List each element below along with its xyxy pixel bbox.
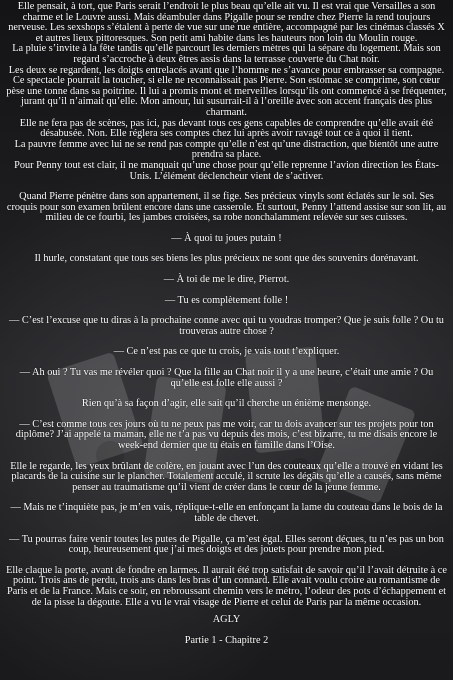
dialogue-line: — Tu pourras faire venir toutes les putes de Pigalle, ça m’est égal. Elles seront déçues, tu n’es pas un bon coup, heureusement que j’ai mes doigts et des jouets pour prendre mon pied. <box>9 533 444 556</box>
paragraph: Elle claque la porte, avant de fondre en larmes. Il aurait été trop satisfait de savoir qu’il l’avait détruite à ce point. Trois ans de perdu, trois ans dans les bras d’un connard. Elle avait voulu croire au romantisme de Paris et de la France. Mais ce soir, en rebroussant chemin vers le métro, l’odeur des pots d’échappement et de la pisse la dégoute. Elle a vu le vrai visage de Pierre et celui de Paris par la même occasion. <box>6 564 447 608</box>
dialogue-line: — Mais ne t’inquiète pas, je m’en vais, réplique-t-elle en enfonçant la lame du couteau dans le bois de la table de chevet. <box>10 502 443 524</box>
dialogue-line: — C’est comme tous ces jours où tu ne peux pas me voir, car tu dois avancer sur tes projets pour ton diplôme? J’ai appelé ta maman, elle ne t’a pas vu depuis des mois, c’est bizarre, tu me disais encore le week-end dernier que tu étais en famille dans l’Oise. <box>15 418 438 451</box>
paragraph: La pauvre femme avec lui ne se rend pas compte qu’elle n’est qu’une distraction, que bientôt une autre prendra sa place. <box>14 138 439 161</box>
dialogue-line: — Ce n’est pas ce que tu crois, je vais tout t’expliquer. <box>113 346 340 358</box>
dialogue-line: — C’est l’excuse que tu diras à la prochaine conne avec qui tu voudras tromper? Que je suis folle ? Ou tu trouveras autre chose ? <box>9 315 444 337</box>
dialogue-line: — À quoi tu joues putain ! <box>171 232 282 244</box>
dialogue-line: — Tu es complètement folle ! <box>164 294 289 306</box>
dialogue-line: — Ah oui ? Tu vas me révéler quoi ? Que la fille au Chat noir il y a une heure, c’était une amie ? Ou qu’elle est folle elle aussi ? <box>19 367 434 389</box>
paragraph: Rien qu’à sa façon d’agir, elle sait qu’il cherche un énième mensonge. <box>81 398 372 410</box>
dialogue-line: — À toi de me le dire, Pierrot. <box>163 274 290 286</box>
paragraph: Elle le regarde, les yeux brûlant de colère, en jouant avec l’un des couteaux qu’elle a trouvé en vidant les placards de la cuisine sur le plancher. Totalement acculé, il scrute les dégâts qu’elle a causés, sans même penser au traumatisme qu’il vient de créer dans le cœur de la jeune femme. <box>10 460 443 493</box>
paragraph: Il hurle, constatant que tous ses biens les plus précieux ne sont que des souvenirs dorénavant. <box>34 253 419 265</box>
footer <box>6 615 447 646</box>
paragraph: La pluie s’invite à la fête tandis qu’elle parcourt les derniers mètres qui la sépare du logement. Mais son regard s’accroche à deux êtres assis dans la terrasse couverte du Chat noir. <box>12 43 441 65</box>
paragraph: Elle ne fera pas de scènes, pas ici, pas devant tous ces gens capables de comprendre qu’elle avait été désabusée. Non. Elle réglera ses comptes chez lui après avoir ravagé tout ce à quoi il tient. <box>19 117 434 140</box>
paragraph: Elle pensait, à tort, que Paris serait l’endroit le plus beau qu’elle ait vu. Il est vrai que Versailles a son charme et le Louvre aussi. Mais déambuler dans Pigalle pour se rendre chez Pierre la rend toujours nerveuse. Les sexshops s’étalent à perte de vue sur une rue entière, accompagné par les cinémas classés X et autres lieux pittoresques. Son petit ami habite dans les hauteurs non loin du Moulin rouge. <box>8 1 445 44</box>
chapter-label: Partie 1 - Chapitre 2 <box>184 634 269 646</box>
paragraph: Pour Penny tout est clair, il ne manquait qu’une chose pour qu’elle reprenne l’avion direction les États-Unis. L’élément déclencheur vient de s’activer. <box>14 159 439 182</box>
paragraph: Quand Pierre pénètre dans son appartement, il se fige. Ses précieux vinyls sont éclatés sur le sol. Ses croquis pour son examen brûlent encore dans une casserole. Et surtout, Penny l’attend assise sur son lit, au milieu de ce fourbi, les jambes croisées, sa robe nonchalamment relevée sur ses cuisses. <box>6 191 447 224</box>
author-signature: AGLY <box>212 614 241 626</box>
paragraph: Les deux se regardent, les doigts entrelacés avant que l’homme ne s’avance pour embrasser sa compagne. Ce spectacle pourrait la toucher, si elle ne reconnaissait pas Pierre. Son estomac se comprime, son cœur pèse une tonne dans sa poitrine. Il lui a promis mont et merveilles lorsqu’ils ont commencé à se fréquenter, jurant qu’il n’aimait qu’elle. Mon amour, lui susurrait-il à l’oreille avec son accent français des plus charmant. <box>6 64 447 118</box>
